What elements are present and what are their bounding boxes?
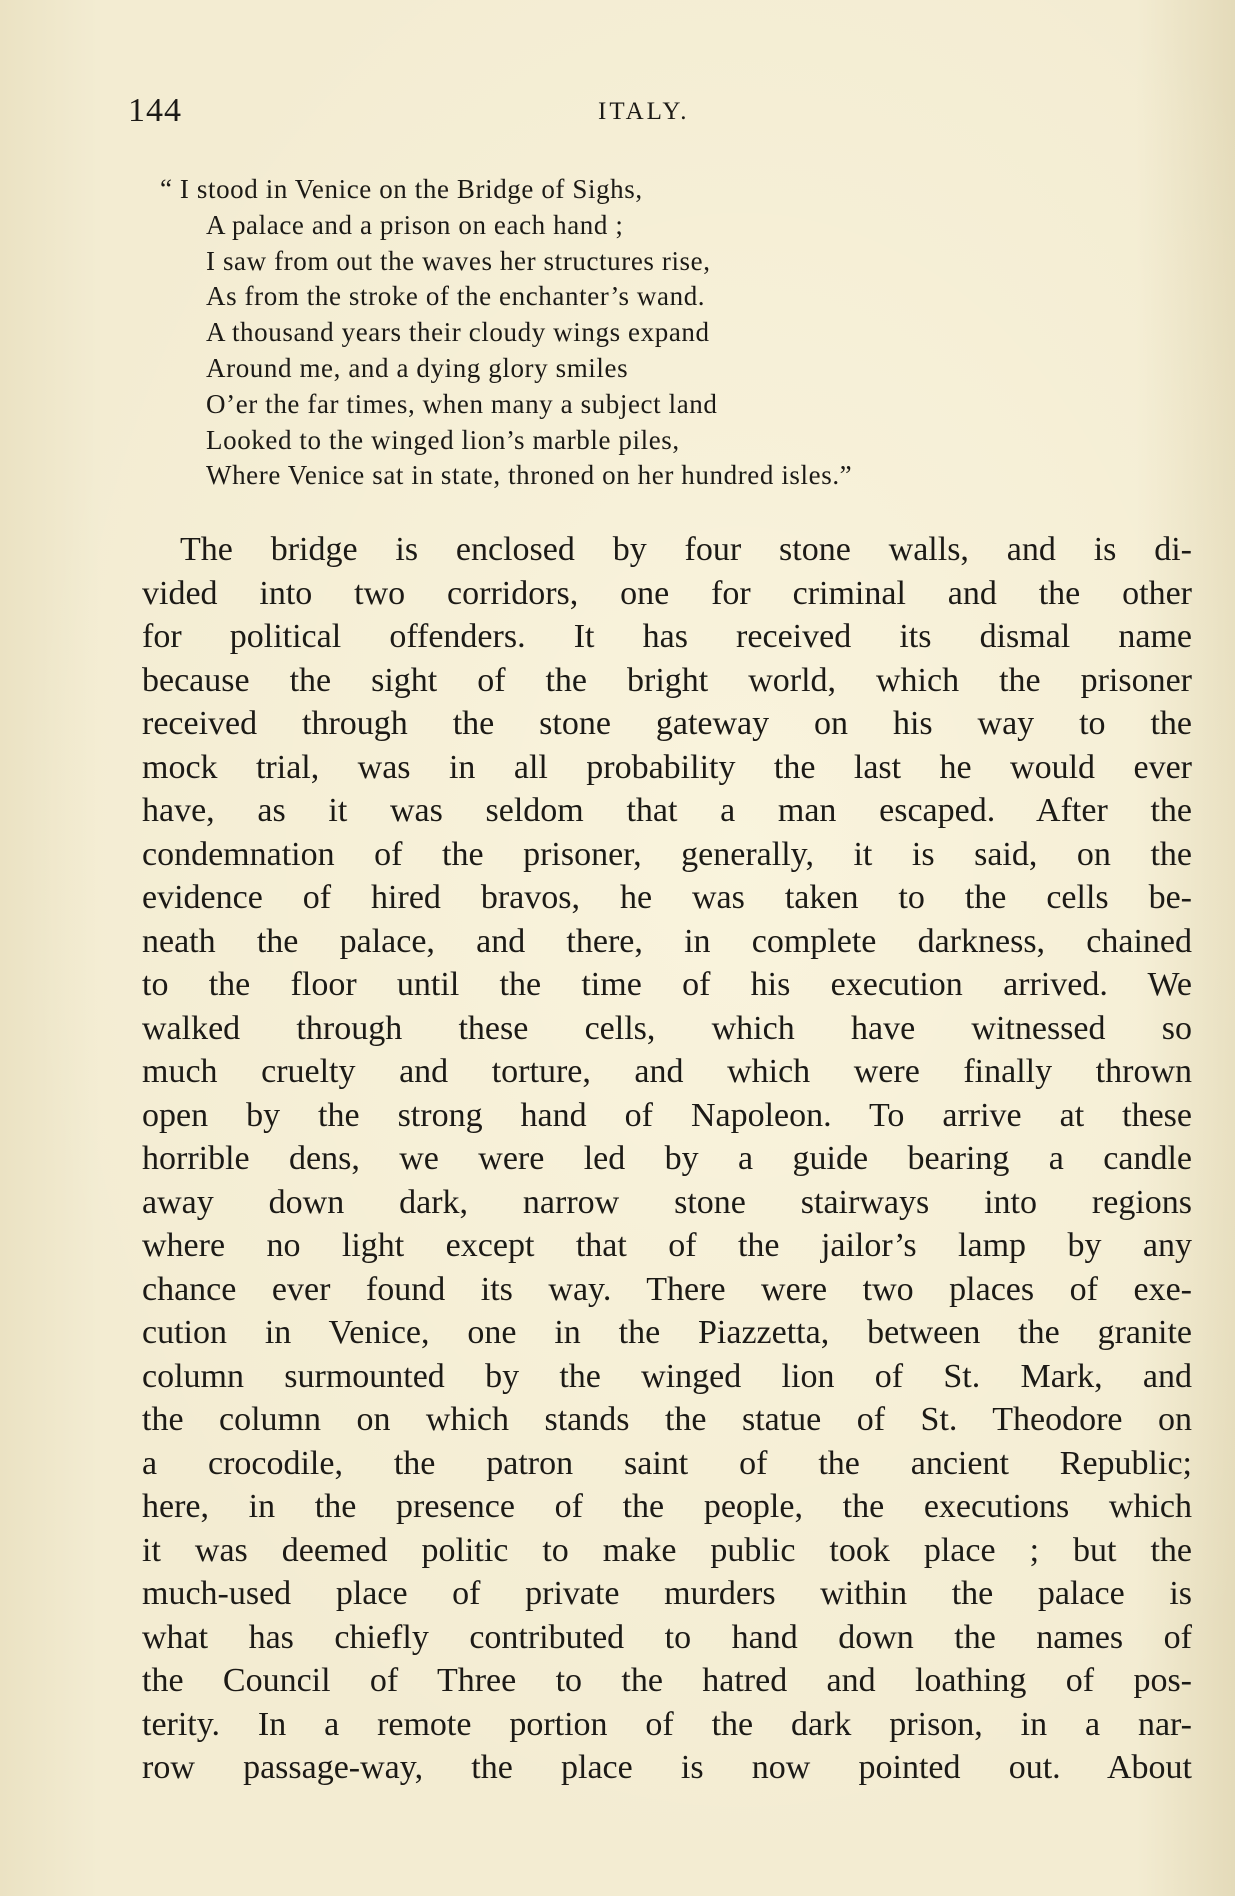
verse-line: A palace and a prison on each hand ;	[206, 209, 624, 240]
paragraph-line: evidence of hired bravos, he was taken to the cells be-	[142, 879, 1192, 916]
verse-quotation	[160, 172, 1120, 494]
paragraph-line: away down dark, narrow stone stairways into regions	[142, 1183, 1192, 1221]
paragraph-line: to the floor until the time of his execution arrived. We	[142, 966, 1192, 1003]
running-head	[128, 92, 1118, 132]
paragraph-line: terity. In a remote portion of the dark prison, in a nar-	[142, 1705, 1192, 1743]
paragraph-line: because the sight of the bright world, which the prisoner	[142, 661, 1192, 699]
paragraph-line: condemnation of the prisoner, generally, it is said, on the	[142, 835, 1192, 873]
verse-line: I saw from out the waves her structures rise,	[206, 245, 711, 276]
paragraph-line: it was deemed politic to make public took place ; but the	[142, 1531, 1192, 1569]
page-number: 144	[128, 92, 182, 129]
paragraph-line: what has chiefly contributed to hand down the names of	[142, 1618, 1192, 1656]
paragraph-line: vided into two corridors, one for criminal and the other	[142, 574, 1192, 612]
paragraph-line: chance ever found its way. There were two places of exe-	[142, 1270, 1192, 1308]
paragraph-line: much-used place of private murders within the palace is	[142, 1575, 1192, 1612]
paragraph-line: the column on which stands the statue of St. Theodore on	[142, 1401, 1192, 1438]
paragraph-line: walked through these cells, which have witnessed so	[142, 1009, 1192, 1047]
paragraph-line: mock trial, was in all probability the last he would ever	[142, 748, 1192, 786]
running-title: ITALY.	[598, 98, 690, 125]
paragraph-line: the Council of Three to the hatred and loathing of pos-	[142, 1662, 1192, 1699]
paragraph-line: much cruelty and torture, and which were finally thrown	[142, 1053, 1192, 1090]
paragraph-line: horrible dens, we were led by a guide bearing a candle	[142, 1140, 1192, 1177]
paragraph-line: neath the palace, and there, in complete darkness, chained	[142, 922, 1192, 960]
verse-line: O’er the far times, when many a subject land	[206, 388, 718, 419]
verse-line: As from the stroke of the enchanter’s wand.	[206, 281, 706, 312]
paragraph-line: a crocodile, the patron saint of the ancient Republic;	[142, 1444, 1192, 1482]
paragraph-line: cution in Venice, one in the Piazzetta, between the granite	[142, 1314, 1192, 1351]
paragraph-line: where no light except that of the jailor’s lamp by any	[142, 1227, 1192, 1264]
paragraph-line: here, in the presence of the people, the executions which	[142, 1488, 1192, 1525]
paragraph-line: The bridge is enclosed by four stone walls, and is di-	[180, 531, 1192, 568]
paragraph-line: for political offenders. It has received its dismal name	[142, 618, 1192, 655]
verse-line: Where Venice sat in state, throned on her hundred isles.”	[206, 460, 853, 491]
paragraph-line: column surmounted by the winged lion of St. Mark, and	[142, 1357, 1192, 1395]
paragraph-line: open by the strong hand of Napoleon. To arrive at these	[142, 1096, 1192, 1134]
verse-line: “ I stood in Venice on the Bridge of Sighs,	[160, 174, 643, 204]
verse-line: Looked to the winged lion’s marble piles,	[206, 424, 680, 455]
paragraph-line: have, as it was seldom that a man escaped. After the	[142, 792, 1192, 829]
verse-line: A thousand years their cloudy wings expand	[206, 317, 710, 348]
verse-line: Around me, and a dying glory smiles	[206, 352, 629, 383]
paragraph-line: row passage-way, the place is now pointed out. About	[142, 1749, 1192, 1786]
body-paragraph	[142, 528, 1192, 1790]
paragraph-line: received through the stone gateway on his way to the	[142, 705, 1192, 742]
